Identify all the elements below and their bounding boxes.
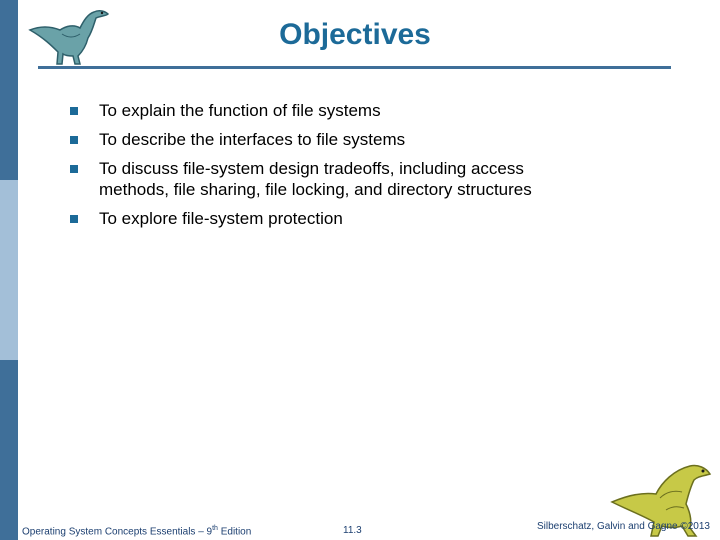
bullet-text: To discuss file-system design tradeoffs, including access methods, file sharing, file locking, and directory structures [99, 159, 532, 199]
footer-book-superscript: th [212, 525, 218, 532]
page-title: Objectives [279, 18, 431, 51]
bullet-text: To explain the function of file systems [99, 101, 381, 120]
bullet-square-icon [70, 136, 78, 144]
page-number: 11.3 [343, 525, 362, 536]
list-item [70, 208, 590, 229]
list-item [70, 158, 590, 200]
bullet-square-icon [70, 107, 78, 115]
title-divider [38, 66, 671, 69]
list-item [70, 100, 590, 121]
sidebar-segment [0, 360, 18, 540]
sidebar-segment [0, 180, 18, 360]
bullet-square-icon [70, 215, 78, 223]
bullet-text: To describe the interfaces to file systems [99, 130, 406, 149]
sidebar-stripe [0, 0, 18, 540]
footer-book-suffix: Edition [217, 526, 252, 538]
footer-book-title [22, 525, 251, 537]
footer-book-prefix: Operating System Concepts Essentials – 9 [22, 526, 213, 538]
footer-copyright: Silberschatz, Galvin and Gagne ©2013 [536, 521, 710, 532]
sidebar-segment [0, 0, 18, 180]
bullet-square-icon [70, 165, 78, 173]
list-item [70, 129, 590, 150]
bullet-list [70, 100, 590, 237]
bullet-text: To explore file-system protection [99, 209, 343, 228]
